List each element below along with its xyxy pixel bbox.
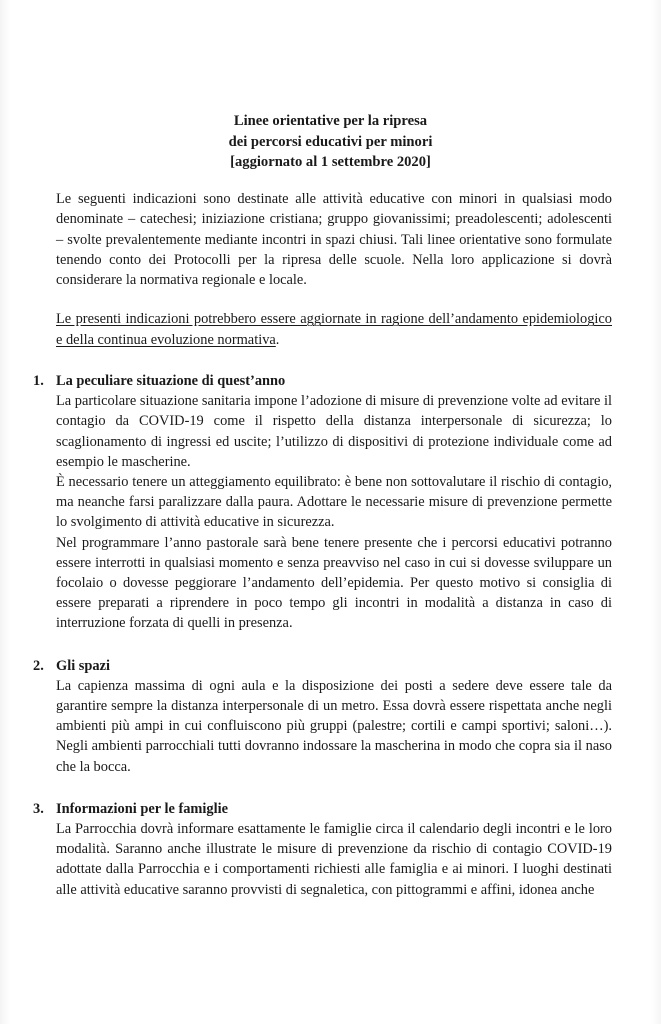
section-3-paragraph-1: La Parrocchia dovrà informare esattamente le famiglie circa il calendario degli incontri e le loro modalità. Saranno anche illustrate le misure di prevenzione da rischio di contagio COVID-19 adottate dalla Parrocchia e i comportamenti richiesti alle famiglia e ai minori. I luoghi destinati alle attività educative saranno provvisti di segnaletica, con pittogrammi e affini, idonea anche [56,820,612,898]
section-1-title: La peculiare situazione di quest’anno [56,372,286,389]
section-2-heading [33,656,612,676]
update-notice-period: . [275,331,280,348]
section-2-title: Gli spazi [56,657,110,674]
section-2-paragraph-1: La capienza massima di ogni aula e la disposizione dei posti a sedere deve essere tale da garantire sempre la distanza interpersonale di un metro. Essa dovrà essere rispettata anche negli ambienti più ampi in cui confluiscono più gruppi (palestre; cortili e campi sportivi; saloni…). Negli ambienti parrocchiali tutti dovranno indossare la mascherina in modo che copra sia il naso che la bocca. [56,677,612,775]
title-line-2: dei percorsi educativi per minori [228,133,433,150]
document-title [0,111,661,173]
section-3 [33,799,612,900]
title-line-1: Linee orientative per la ripresa [233,113,428,129]
section-1-paragraph-1: La particolare situazione sanitaria impone l’adozione di misure di prevenzione volte ad evitare il contagio da COVID-19 come il rispetto della distanza interpersonale di sicurezza; lo scaglionamento di ingressi ed uscite; l’utilizzo di dispositivi di protezione individuale come ad esempio le mascherine. [56,393,612,470]
intro-section [56,189,612,290]
section-1-paragraph-3: Nel programmare l’anno pastorale sarà bene tenere presente che i percorsi educativi potranno essere interrotti in qualsiasi momento e senza preavviso nel caso in cui si dovesse sviluppare un focolaio o dovesse peggiorare l’andamento dell’epidemia. Per questo motivo si consiglia di essere preparati a riprendere in poco tempo gli incontri in modalità a distanza in caso di interruzione forzata di quelli in presenza. [56,534,612,632]
section-2-number: 2. [33,657,44,674]
section-2 [33,656,612,777]
intro-paragraph: Le seguenti indicazioni sono destinate alle attività educative con minori in qualsiasi modo denominate – catechesi; iniziazione cristiana; gruppo giovanissimi; preadolescenti; adolescenti – svolte prevalentemente mediante incontri in spazi chiusi. Tali linee orientative sono formulate tenendo conto dei Protocolli per la ripresa delle scuole. Nella loro applicazione si dovrà considerare la normativa regionale e locale. [56,191,612,289]
update-notice [56,309,612,349]
document-body [33,189,612,900]
section-3-number: 3. [33,800,44,817]
section-1 [33,371,612,634]
section-3-title: Informazioni per le famiglie [56,800,228,817]
title-line-3: [aggiornato al 1 settembre 2020] [230,154,431,170]
section-1-paragraph-2: È necessario tenere un atteggiamento equilibrato: è bene non sottovalutare il rischio di contagio, ma neanche farsi paralizzare dalla paura. Adottare le necessarie misure di prevenzione permette lo svolgimento di attività educative in sicurezza. [56,473,612,531]
update-notice-underlined: Le presenti indicazioni potrebbero essere aggiornate in ragione dell’andamento epidemiologico e della continua evoluzione normativa [56,311,612,348]
section-1-number: 1. [33,372,44,389]
section-3-heading [33,799,612,819]
section-1-heading [33,371,612,391]
